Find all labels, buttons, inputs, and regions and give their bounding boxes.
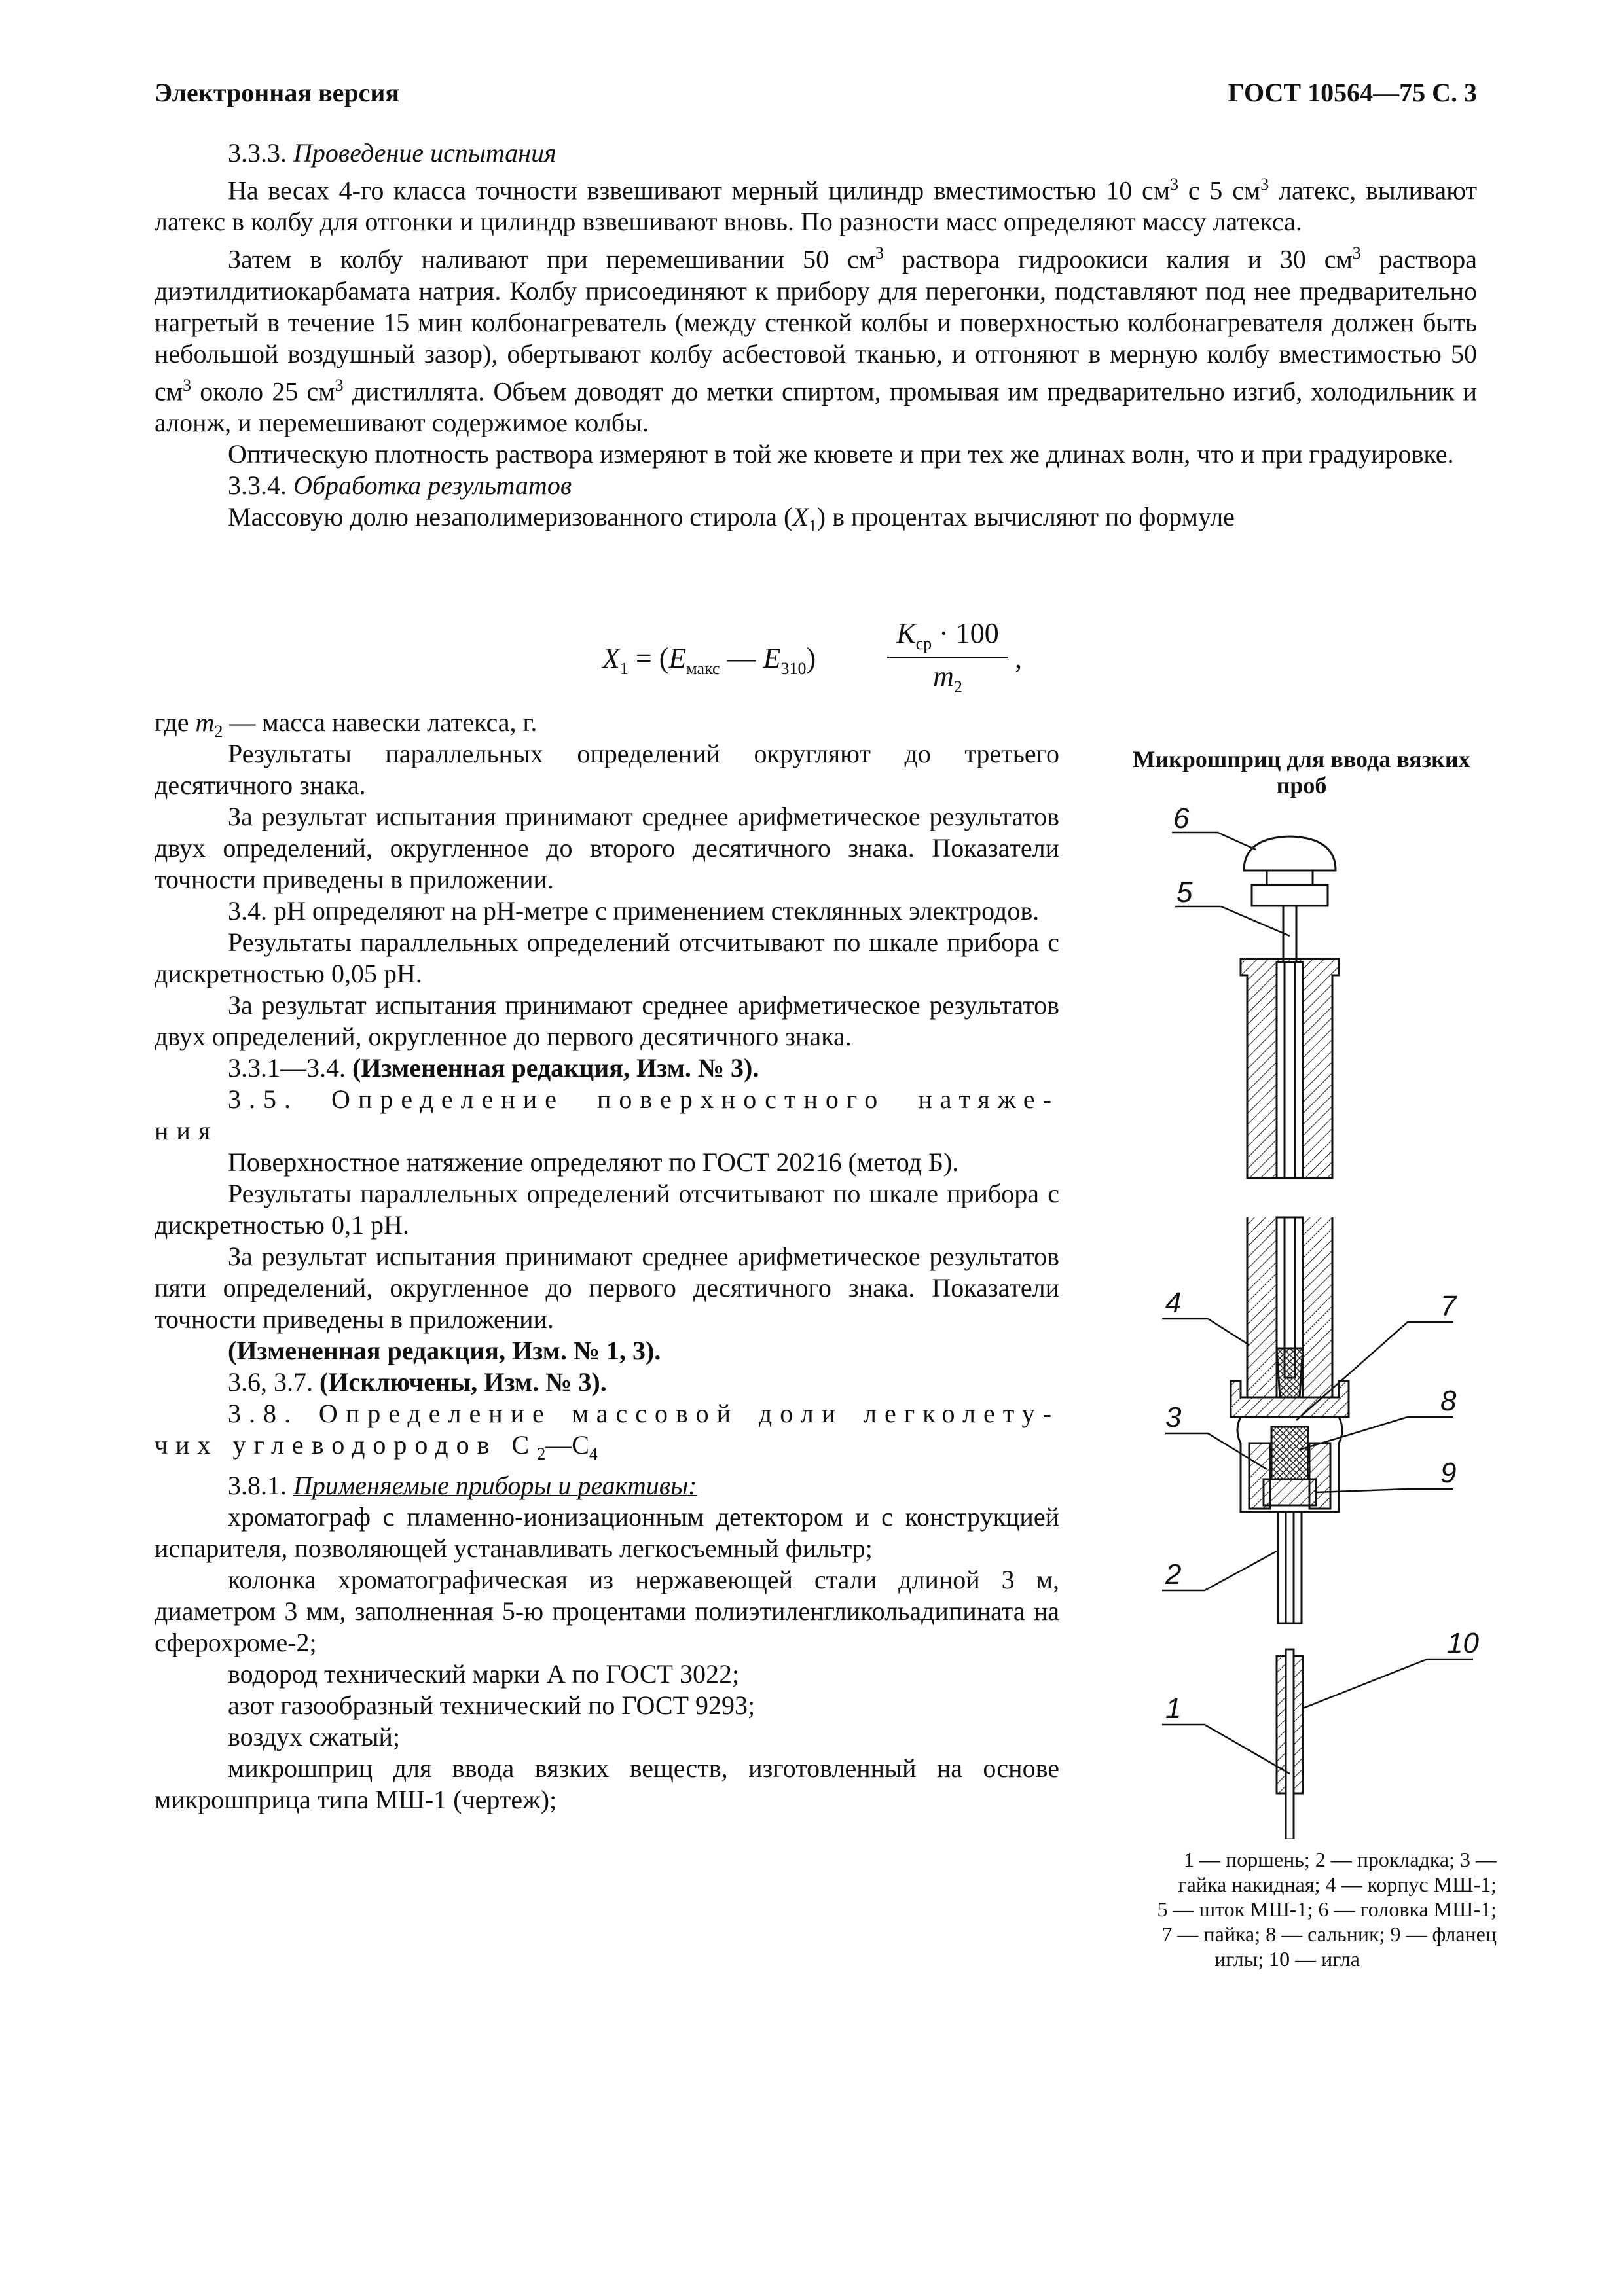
label-3: 3 <box>1165 1401 1182 1433</box>
heading-333 <box>155 137 1477 169</box>
leader-4 <box>1162 1319 1249 1345</box>
fraction-bar <box>887 657 1008 658</box>
section-title: Обработка результатов <box>293 470 572 500</box>
label-1: 1 <box>1165 1693 1182 1725</box>
section-title: Проведение испытания <box>293 138 556 168</box>
text-run: 3.3.1—3.4. <box>228 1053 352 1083</box>
label-6: 6 <box>1173 805 1190 834</box>
paragraph: Поверхностное натяжение определяют по ГОСТ 20216 (метод Б). <box>228 1147 959 1177</box>
caption-line: 5 — шток МШ-1; 6 — головка МШ-1; <box>1157 1897 1497 1921</box>
text-run: Затем в колбу наливают при перемешивании 50 см <box>228 244 876 274</box>
heading-334 <box>155 470 1477 501</box>
label-8: 8 <box>1440 1385 1457 1417</box>
operator: — <box>720 642 763 674</box>
variable: E <box>668 642 687 674</box>
text-run: ) в процентах вычисляют по формуле <box>816 501 1235 531</box>
caption-line: 1 — поршень; 2 — прокладка; 3 — <box>1184 1848 1497 1871</box>
text-run: Применяемые приборы и реактивы: <box>293 1471 697 1500</box>
microsyringe-drawing <box>1100 805 1493 1839</box>
label-5: 5 <box>1176 876 1193 908</box>
text-run: 3.8.1. <box>228 1471 293 1500</box>
figure-title: Микрошприц для ввода вязких проб <box>1133 746 1470 798</box>
variable: X <box>602 642 620 674</box>
paragraph: За результат испытания принимают среднее арифметическое результатов двух определений, округленное до второго десятичного знака. Показатели точности приведены в приложении. <box>155 802 1059 894</box>
subscript: 2 <box>953 677 962 696</box>
formula-numerator <box>887 617 1008 654</box>
leader-1 <box>1162 1725 1290 1774</box>
superscript: 3 <box>1352 243 1361 263</box>
paragraph: 3.4. pH определяют на pH-метре с применением стеклянных электродов. <box>228 896 1040 925</box>
list-item: водород технический марки А по ГОСТ 3022; <box>228 1659 740 1689</box>
subscript: 310 <box>780 658 807 678</box>
paragraph: Оптическую плотность раствора измеряют в той же кювете и при тех же длинах волн, что и при градуировке. <box>228 439 1454 469</box>
list-item: хроматограф с пламенно-ионизационным детектором и с конструкцией испарителя, позволяющей устанавливать легкосъемный фильтр; <box>155 1502 1059 1563</box>
formula-lhs <box>602 641 816 679</box>
text-run: Массовую долю незаполимеризованного стирола ( <box>228 501 793 531</box>
subscript: ср <box>915 634 932 653</box>
header-right: ГОСТ 10564—75 С. 3 <box>1228 78 1477 107</box>
left-column <box>155 738 1059 1816</box>
subscript: 4 <box>589 1444 598 1463</box>
subscript: макс <box>686 658 720 678</box>
section-number: 3.3.3. <box>228 138 287 168</box>
variable: m <box>195 708 215 737</box>
section-number: 3.3.4. <box>228 470 287 500</box>
figure-caption <box>1078 1847 1497 1971</box>
edit-note <box>155 1052 1059 1084</box>
text-run: —C <box>545 1430 589 1460</box>
variable: m <box>933 660 954 692</box>
variable: E <box>763 642 781 674</box>
subsection-heading <box>155 1470 1059 1501</box>
list-item: микрошприц для ввода вязких веществ, изготовленный на основе микрошприца типа МШ-1 (чертеж); <box>155 1753 1059 1814</box>
text-run: латекс, выливают латекс в колбу для отгонки и цилиндр взвешивают вновь. По разности масс определяют массу латекса. <box>155 175 1478 237</box>
subscript: 1 <box>619 658 629 678</box>
subscript: 2 <box>214 722 223 741</box>
label-4: 4 <box>1165 1287 1182 1319</box>
subscript: 2 <box>537 1444 546 1463</box>
caption-line: гайка накидная; 4 — корпус МШ-1; <box>1178 1873 1497 1896</box>
paragraph: Результаты параллельных определений округляют до третьего десятичного знака. <box>155 739 1059 800</box>
variable: X <box>792 501 809 531</box>
section-333 <box>155 137 1477 542</box>
paragraph <box>155 501 1477 542</box>
text-run: (Измененная редакция, Изм. № 3). <box>352 1053 759 1083</box>
label-2: 2 <box>1165 1558 1182 1590</box>
label-9: 9 <box>1440 1457 1457 1489</box>
section-heading: 3.8. Определение массовой доли легколету- <box>228 1399 1059 1428</box>
formula <box>602 617 1087 696</box>
leader-6 <box>1172 833 1256 850</box>
text-run: · 100 <box>932 617 999 649</box>
head-shape <box>1244 836 1336 870</box>
section-heading: 3.5. Определение поверхностного натяже- <box>228 1085 1059 1114</box>
text-run: раствора диэтилдитиокарбамата натрия. Колбу присоединяют к прибору для перегонки, подставляют под нее предварительно нагретый в течение 15 мин колбонагреватель (между стенкой колбы и поверхностью колбонагревателя должен быть небольшой воздушный зазор), обертывают колбу асбестовой тканью, и отгоняют в мерную колбу вместимостью 50 см <box>155 244 1477 406</box>
section-heading-cont: ния <box>155 1116 219 1145</box>
subscript: 1 <box>808 516 817 535</box>
caption-line: иглы; 10 — игла <box>1214 1947 1360 1971</box>
superscript: 3 <box>183 375 192 395</box>
text-run: раствора гидроокиси калия и 30 см <box>884 244 1353 274</box>
leader-5 <box>1175 906 1290 936</box>
list-item: колонка хроматографическая из нержавеющей стали длиной 3 м, диаметром 3 мм, заполненная 5-ю процентами полиэтиленгликольадипината на сферохроме-2; <box>155 1565 1059 1657</box>
formula-comma: , <box>1015 642 1022 674</box>
excluded-note <box>155 1367 1059 1398</box>
paragraph: За результат испытания принимают среднее арифметическое результатов двух определений, округленное до первого десятичного знака. <box>155 990 1059 1051</box>
header-left: Электронная версия <box>155 78 400 107</box>
text-run: чих углеводородов C <box>155 1430 538 1460</box>
operator: = ( <box>628 642 669 674</box>
list-item: воздух сжатый; <box>228 1722 401 1751</box>
text-run: На весах 4-го класса точности взвешивают мерный цилиндр вместимостью 10 см <box>228 175 1171 206</box>
label-7: 7 <box>1440 1290 1457 1322</box>
text-run: дистиллята. Объем доводят до метки спиртом, промывая им предварительно изгиб, холодильник и алонж, и перемешивают содержимое колбы. <box>155 376 1477 437</box>
paragraph: Результаты параллельных определений отсчитывают по шкале прибора с дискретностью 0,1 pH. <box>155 1179 1059 1240</box>
superscript: 3 <box>335 375 344 395</box>
paragraph <box>155 169 1477 238</box>
paragraph <box>155 238 1477 439</box>
label-10: 10 <box>1447 1627 1479 1659</box>
text-run: где <box>155 708 196 737</box>
edit-note: (Измененная редакция, Изм. № 1, 3). <box>228 1336 661 1365</box>
formula-denominator <box>887 660 1008 697</box>
text-run: 3.6, 3.7. <box>228 1367 319 1397</box>
caption-line: 7 — пайка; 8 — сальник; 9 — фланец <box>1161 1922 1497 1946</box>
text-run: (Исключены, Изм. № 3). <box>319 1367 607 1397</box>
variable: K <box>896 617 916 649</box>
section-heading-cont <box>155 1429 1059 1470</box>
list-item: азот газообразный технический по ГОСТ 9293; <box>228 1691 756 1720</box>
superscript: 3 <box>875 243 884 263</box>
text-run: — масса навески латекса, г. <box>223 708 538 737</box>
superscript: 3 <box>1260 175 1269 194</box>
paragraph: За результат испытания принимают среднее арифметическое результатов пяти определений, округленное до первого десятичного знака. Показатели точности приведены в приложении. <box>155 1242 1059 1334</box>
paragraph: Результаты параллельных определений отсчитывают по шкале прибора с дискретностью 0,05 pH. <box>155 927 1059 988</box>
text-run: около 25 см <box>191 376 335 406</box>
superscript: 3 <box>1170 175 1179 194</box>
text-run: с 5 см <box>1178 175 1261 206</box>
leader-10 <box>1303 1659 1473 1708</box>
operator: ) <box>806 642 816 674</box>
